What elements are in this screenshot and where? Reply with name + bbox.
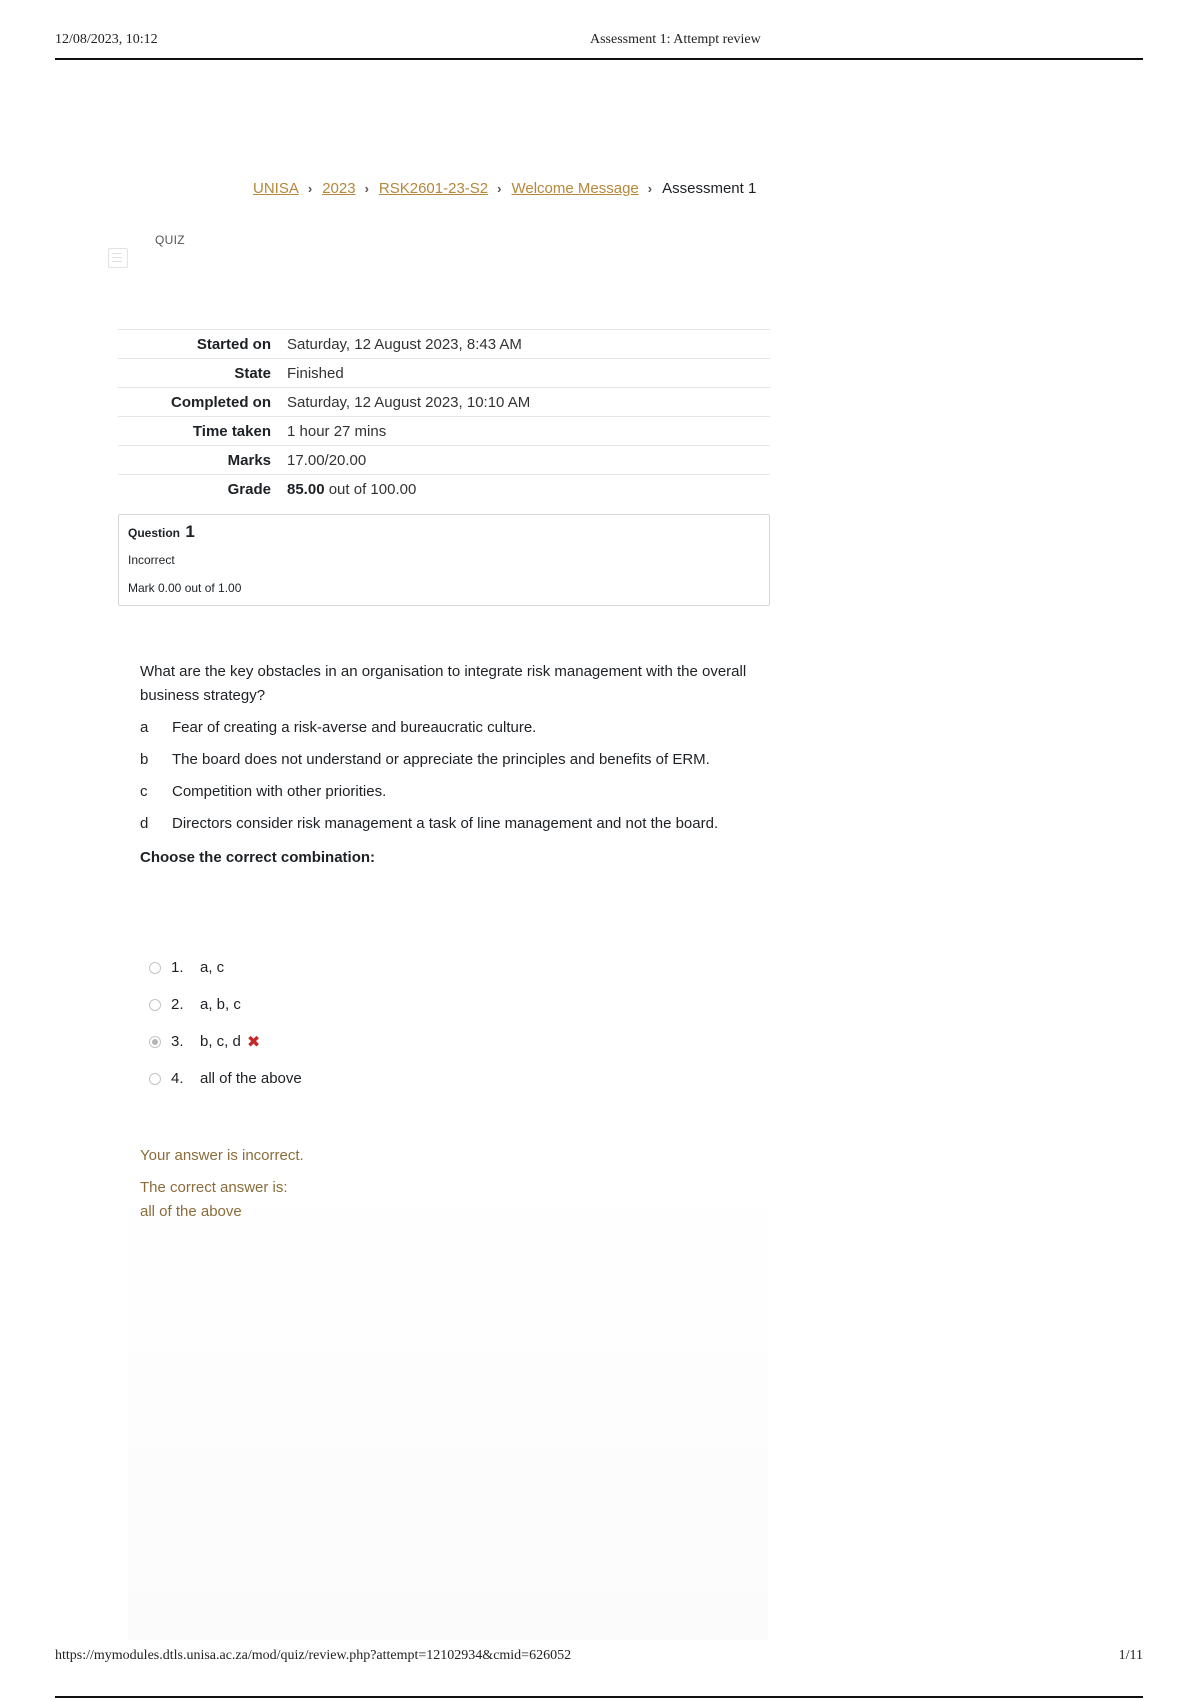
chevron-right-icon: › (307, 181, 313, 196)
answer-option-1[interactable] (149, 949, 302, 986)
radio-button-selected[interactable] (149, 1036, 161, 1048)
answer-text: a, c (200, 959, 225, 976)
option-text: Directors consider risk management a task of line management and not the board. (172, 815, 719, 832)
question-option (140, 780, 760, 804)
incorrect-cross-icon: ✖ (246, 1033, 261, 1051)
question-label: Question (128, 526, 181, 540)
feedback-result: Your answer is incorrect. (140, 1147, 304, 1164)
summary-label: Started on (196, 336, 271, 353)
summary-row-marks (118, 446, 770, 475)
summary-value: Saturday, 12 August 2023, 10:10 AM (287, 394, 531, 411)
breadcrumb (253, 180, 756, 197)
summary-label: Marks (227, 452, 271, 469)
summary-label: Grade (227, 481, 271, 498)
answer-option-2[interactable] (149, 986, 302, 1023)
radio-button[interactable] (149, 999, 161, 1011)
chevron-right-icon: › (647, 181, 653, 196)
answer-number: 3. (171, 1033, 184, 1050)
option-letter: d (140, 815, 149, 832)
summary-row-started (118, 330, 770, 359)
summary-row-state (118, 359, 770, 388)
question-text (140, 660, 760, 878)
attempt-summary-table (118, 329, 770, 503)
option-text: Fear of creating a risk-averse and bureaucratic culture. (172, 719, 537, 736)
summary-row-grade (118, 475, 770, 504)
breadcrumb-course-link[interactable]: RSK2601-23-S2 (378, 180, 489, 197)
answer-choices (149, 949, 302, 1097)
summary-label: Completed on (171, 394, 271, 411)
option-letter: a (140, 719, 149, 736)
question-option (140, 716, 760, 740)
breadcrumb-current: Assessment 1 (662, 180, 757, 197)
grade-score: 85.00 (287, 481, 325, 498)
question-state: Incorrect (128, 553, 175, 567)
question-number (128, 522, 195, 542)
breadcrumb-welcome-link[interactable]: Welcome Message (511, 180, 639, 197)
answer-text: a, b, c (200, 996, 241, 1013)
quiz-icon (108, 248, 128, 268)
chevron-right-icon: › (364, 181, 369, 196)
summary-label: Time taken (192, 423, 271, 440)
question-info-box (118, 514, 770, 606)
option-text: Competition with other priorities. (172, 783, 387, 800)
print-url: https://mymodules.dtls.unisa.ac.za/mod/quiz/review.php?attempt=12102934&cmid=626052 (55, 1648, 572, 1663)
question-mark: Mark 0.00 out of 1.00 (128, 581, 242, 595)
answer-number: 2. (171, 996, 184, 1013)
activity-type-label: QUIZ (155, 233, 185, 247)
print-title: Assessment 1: Attempt review (590, 32, 761, 47)
option-letter: c (140, 783, 148, 800)
option-letter: b (140, 751, 149, 768)
option-text: The board does not understand or appreciate the principles and benefits of ERM. (172, 751, 710, 768)
question-option (140, 812, 760, 836)
summary-value: Finished (287, 365, 344, 382)
answer-number: 1. (171, 959, 184, 976)
print-date: 12/08/2023, 10:12 (55, 32, 158, 47)
answer-number: 4. (171, 1070, 184, 1087)
feedback-correct-label: The correct answer is: (140, 1179, 288, 1196)
breadcrumb-unisa-link[interactable]: UNISA (253, 180, 299, 197)
feedback-correct-answer: all of the above (140, 1203, 242, 1220)
summary-value: 17.00/20.00 (287, 452, 367, 469)
answer-option-3[interactable] (149, 1023, 302, 1060)
summary-row-completed (118, 388, 770, 417)
radio-button[interactable] (149, 962, 161, 974)
chevron-right-icon: › (497, 181, 502, 196)
print-page-number: 1/11 (1118, 1648, 1143, 1663)
print-header (55, 28, 1143, 60)
question-stem: What are the key obstacles in an organisation to integrate risk management with the overall business strategy? (140, 663, 747, 704)
summary-label: State (234, 365, 271, 382)
question-option (140, 748, 760, 772)
answer-text: b, c, d (200, 1033, 241, 1050)
answer-option-4[interactable] (149, 1060, 302, 1097)
summary-value: Saturday, 12 August 2023, 8:43 AM (287, 336, 522, 353)
question-number-value: 1 (185, 522, 195, 541)
summary-value (287, 475, 770, 504)
content-background (128, 1160, 768, 1640)
answer-text: all of the above (200, 1070, 302, 1087)
breadcrumb-year-link[interactable]: 2023 (322, 180, 356, 197)
question-feedback (140, 1144, 304, 1224)
radio-button[interactable] (149, 1073, 161, 1085)
grade-out-of: out of 100.00 (324, 481, 417, 498)
summary-value: 1 hour 27 mins (287, 423, 387, 440)
summary-row-time-taken (118, 417, 770, 446)
footer-divider (55, 1696, 1143, 1698)
question-prompt: Choose the correct combination: (140, 849, 376, 866)
